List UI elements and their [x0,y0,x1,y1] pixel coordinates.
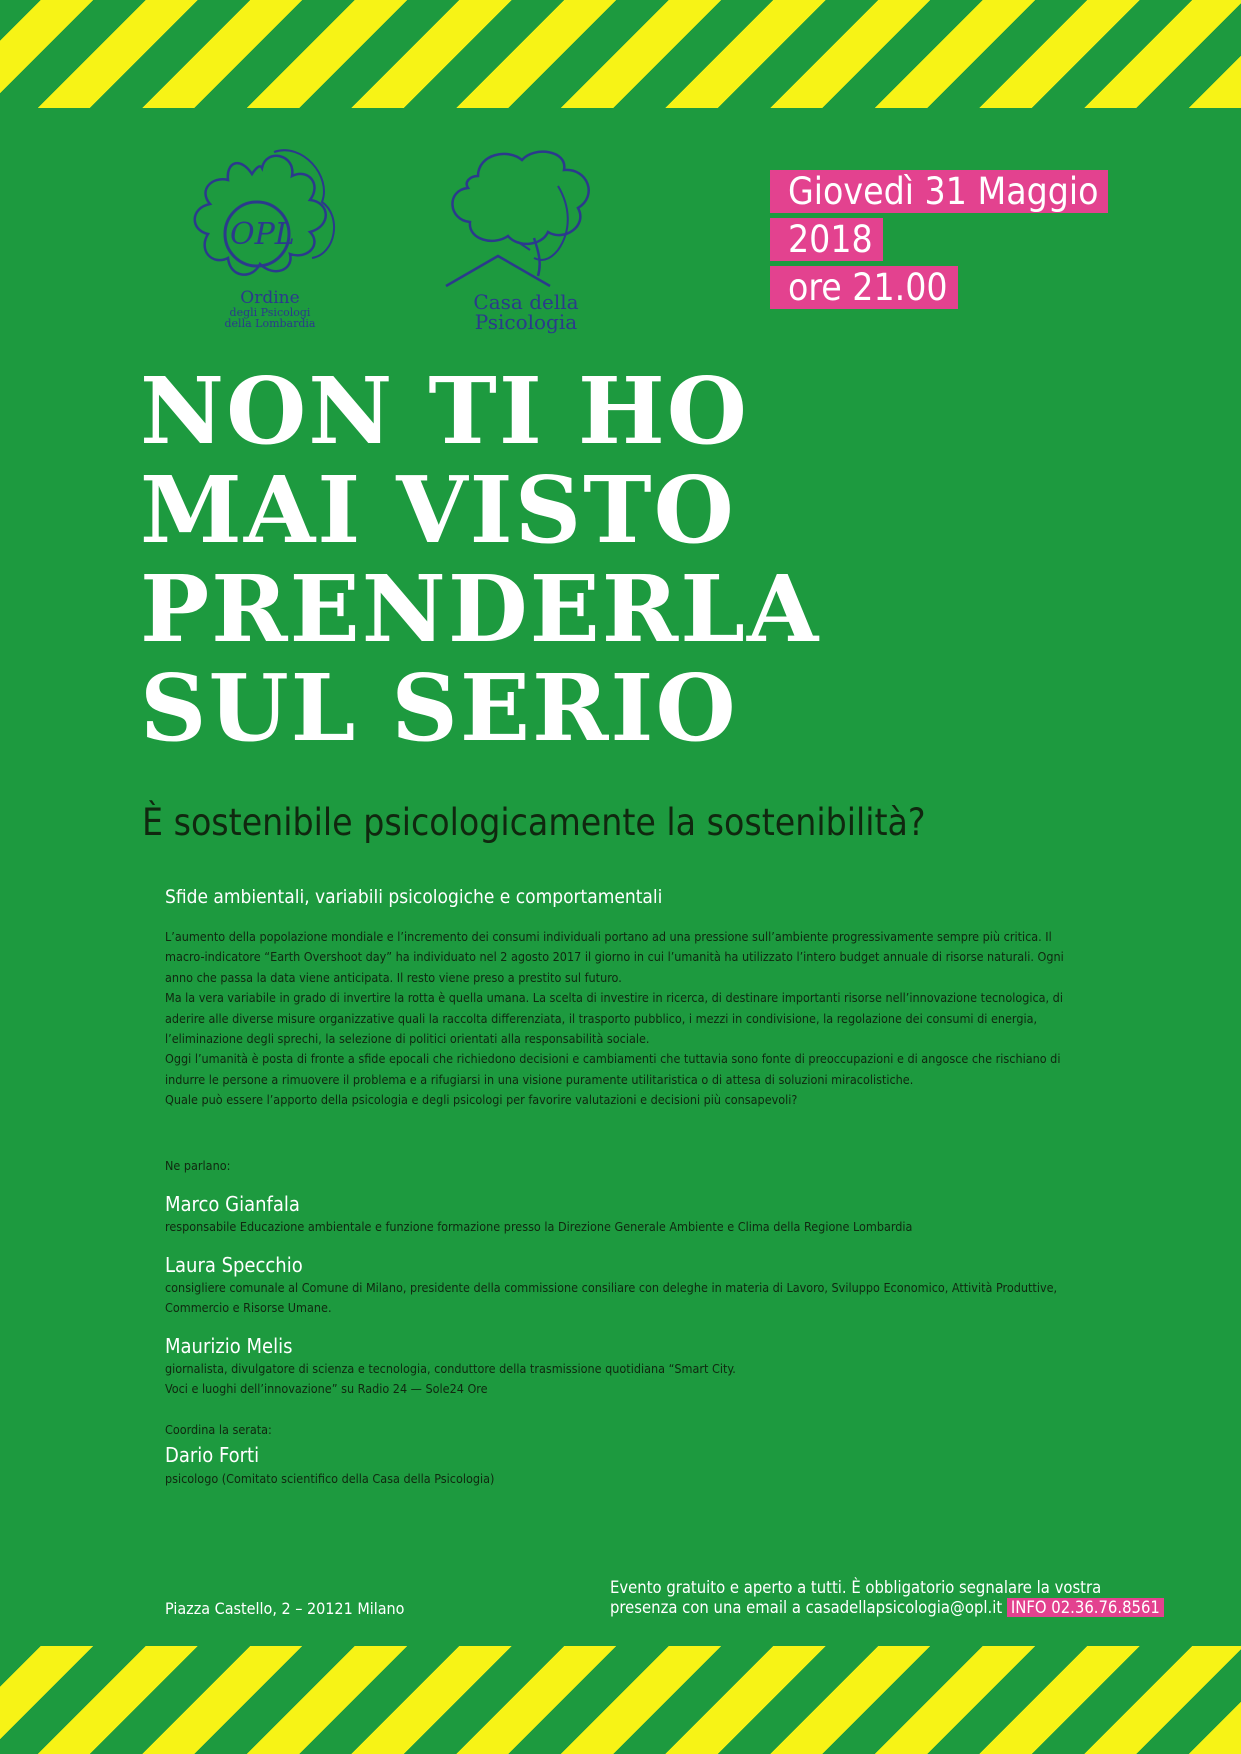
body-text [165,927,1090,1111]
speaker-desc-3 [165,1359,1090,1400]
speaker-name-3: Maurizio Melis [165,1334,293,1358]
casa-line1: Casa della [473,290,579,314]
moderator-name: Dario Forti [165,1443,260,1467]
speaker-name-1: Marco Gianfala [165,1192,300,1216]
casa-line2: Psicologia [474,310,578,334]
section-title: Sfide ambientali, variabili psicologiche e comportamentali [165,886,663,908]
date-time: ore 21.00 [770,266,958,309]
event-date [770,168,1108,312]
opl-line1: Ordine [240,288,300,308]
speaker-name-2: Laura Specchio [165,1253,303,1277]
info-line-2 [610,1598,1230,1618]
info-email-line: presenza con una email a casadellapsicologia@opl.it [610,1598,1003,1617]
top-hazard-stripes [0,0,1241,108]
speaker-desc-1: responsabile Educazione ambientale e funzione formazione presso la Direzione Generale Ambiente e Clima della Regione Lombardia [165,1219,913,1234]
info-phone-badge: INFO 02.36.76.8561 [1007,1598,1164,1617]
event-title [140,357,1200,762]
bottom-hazard-stripes [0,1646,1241,1754]
date-day: Giovedì 31 Maggio [770,170,1108,213]
body-paragraph-2: Ma la vera variabile in grado di invertire la rotta è quella umana. La scelta di investire in ricerca, di destinare importanti risorse nell’innovazione tecnologica, di aderire alle diverse misure organizzative quali la raccolta differenziata, il trasporto pubblico, i mezzi in condivisione, la regolazione dei consumi di energia, l’eliminazione degli sprechi, la selezione di politici orientati alla responsabilità sociale. [165,990,1063,1047]
opl-line3: della Lombardia [224,317,316,330]
venue-address: Piazza Castello, 2 – 20121 Milano [165,1599,405,1618]
speaker-desc-3-line-2: Voci e luoghi dell’innovazione” su Radio 24 — Sole24 Ore [165,1381,488,1397]
svg-text:OPL: OPL [230,217,295,252]
title-line-1: NON TI HO [140,357,749,465]
date-year: 2018 [770,218,883,261]
opl-logo-mark [182,146,358,286]
body-paragraph-3: Oggi l’umanità è posta di fronte a sfide epocali che richiedono decisioni e cambiamenti che tuttavia sono fonte di preoccupazioni e di angosce che rischiano di indurre le persone a rimuovere il problema e a rifugiarsi in una visione puramente utilitaristica o di attesa di soluzioni miracolistiche. [165,1051,1061,1087]
opl-logo [182,146,358,342]
info-line-1: Evento gratuito e aperto a tutti. È obbligatorio segnalare la vostra [610,1578,1102,1597]
speaker-desc-3-line-1: giornalista, divulgatore di scienza e tecnologia, conduttore della trasmissione quotidiana “Smart City. [165,1361,736,1376]
body-paragraph-4: Quale può essere l’apporto della psicologia e degli psicologi per favorire valutazioni e decisioni più consapevoli? [165,1092,798,1108]
title-line-3: PRENDERLA [140,555,821,663]
subtitle: È sostenibile psicologicamente la sostenibilità? [142,801,926,844]
moderator-label: Coordina la serata: [165,1422,272,1437]
opl-logo-text [182,290,358,329]
speakers-label: Ne parlano: [165,1158,231,1173]
moderator-desc: psicologo (Comitato scientifico della Casa della Psicologia) [165,1471,495,1486]
speaker-desc-2: consigliere comunale al Comune di Milano, presidente della commissione consiliare con deleghe in materia di Lavoro, Sviluppo Economico, Attività Produttive, Commercio e Risorse Umane. [165,1280,1058,1316]
body-paragraph-1: L’aumento della popolazione mondiale e l’incremento dei consumi individuali portano ad una pressione sull’ambiente progressivamente sempre più critica. Il macro-indicatore “Earth Overshoot day” ha individuato nel 2 agosto 2017 il giorno in cui l’umanità ha utilizzato l’intero budget annuale di risorse naturali. Ogni anno che passa la data viene anticipata. Il resto viene preso a prestito sul futuro. [165,929,1064,985]
title-line-4: SUL SERIO [140,654,738,762]
opl-line2: degli Psicologi [229,306,311,319]
title-line-2: MAI VISTO [140,456,736,564]
registration-info [610,1578,1230,1618]
tree-house-icon [438,146,614,291]
casa-logo-text [438,292,614,332]
casa-psicologia-logo [438,146,614,342]
